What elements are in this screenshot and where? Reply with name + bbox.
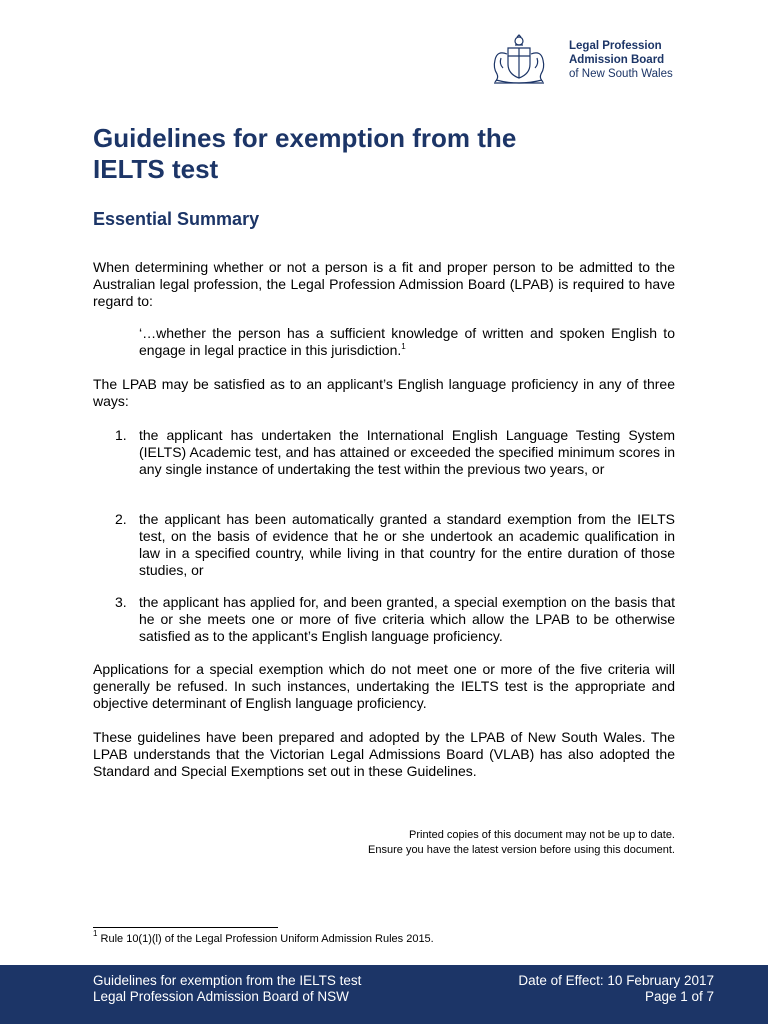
- org-name-line-1: Legal Profession: [569, 40, 662, 52]
- header-logo: [486, 32, 686, 88]
- footer-org-name: Legal Profession Admission Board of NSW: [93, 989, 349, 1004]
- adopted-paragraph: These guidelines have been prepared and adopted by the LPAB of New South Wales. The LPAB understands that the Victorian Legal Admissions Board (VLAB) has also adopted the Standard and Special Exemptions set out in these Guidelines.: [93, 729, 675, 779]
- list-item: [93, 594, 675, 645]
- special-exemption-paragraph: Applications for a special exemption which do not meet one or more of the five criteria will generally be refused. In such instances, undertaking the IELTS test is the appropriate and objective determinant of English language proficiency.: [93, 661, 675, 711]
- footer-left: [93, 973, 361, 1005]
- section-heading: Essential Summary: [93, 209, 260, 229]
- list-item: [93, 511, 675, 579]
- list-item-text: the applicant has been automatically granted a standard exemption from the IELTS test, on the basis of evidence that he or she undertook an academic qualification in law in a specified country, while living in that country for the entire duration of those studies, or: [139, 511, 675, 578]
- list-item-number: 2.: [115, 511, 127, 527]
- footer-right: [518, 973, 714, 1005]
- printed-notice-line-2: Ensure you have the latest version before using this document.: [368, 844, 675, 856]
- footer-page-number: Page 1 of 7: [644, 989, 714, 1004]
- list-item-text: the applicant has applied for, and been granted, a special exemption on the basis that he or she meets one or more of five criteria which allow the LPAB to be otherwise satisfied as to the applicant’s English language proficiency.: [139, 594, 675, 644]
- list-item-text: the applicant has undertaken the International English Language Testing System (IELTS) Academic test, and has attained or exceeded the specified minimum scores in any single instance of undertaking the test within the previous two years, or: [139, 427, 675, 477]
- footer-doc-title: Guidelines for exemption from the IELTS test: [93, 973, 362, 988]
- footnote-text: Rule 10(1)(l) of the Legal Profession Uniform Admission Rules 2015.: [100, 933, 434, 945]
- quote-paragraph: [139, 325, 675, 359]
- nsw-coat-of-arms-icon: [486, 34, 552, 86]
- page-footer: [0, 965, 768, 1024]
- ways-intro-paragraph: The LPAB may be satisfied as to an applicant’s English language proficiency in any of three ways:: [93, 376, 675, 409]
- footnote-ref: 1: [401, 342, 406, 351]
- page-title-line-2: IELTS test: [93, 154, 219, 184]
- list-item-number: 1.: [115, 427, 127, 443]
- org-name-line-3: of New South Wales: [569, 68, 673, 80]
- footer-date-of-effect: Date of Effect: 10 February 2017: [518, 973, 714, 988]
- printed-notice-line-1: Printed copies of this document may not be up to date.: [409, 829, 675, 841]
- footnote-number: 1: [93, 929, 98, 938]
- page-title-line-1: Guidelines for exemption from the: [93, 123, 517, 153]
- printed-copies-notice: [368, 828, 675, 858]
- page-title: [93, 123, 516, 185]
- footnote-divider: [93, 927, 278, 928]
- list-item: [93, 427, 675, 478]
- intro-paragraph: When determining whether or not a person is a fit and proper person to be admitted to the Australian legal profession, the Legal Profession Admission Board (LPAB) is required to have regard to:: [93, 259, 675, 309]
- footnote: [93, 929, 434, 947]
- quote-text: ‘…whether the person has a sufficient knowledge of written and spoken English to engage in legal practice in this jurisdiction.: [139, 325, 675, 358]
- list-item-number: 3.: [115, 594, 127, 610]
- org-name-line-2: Admission Board: [569, 54, 665, 66]
